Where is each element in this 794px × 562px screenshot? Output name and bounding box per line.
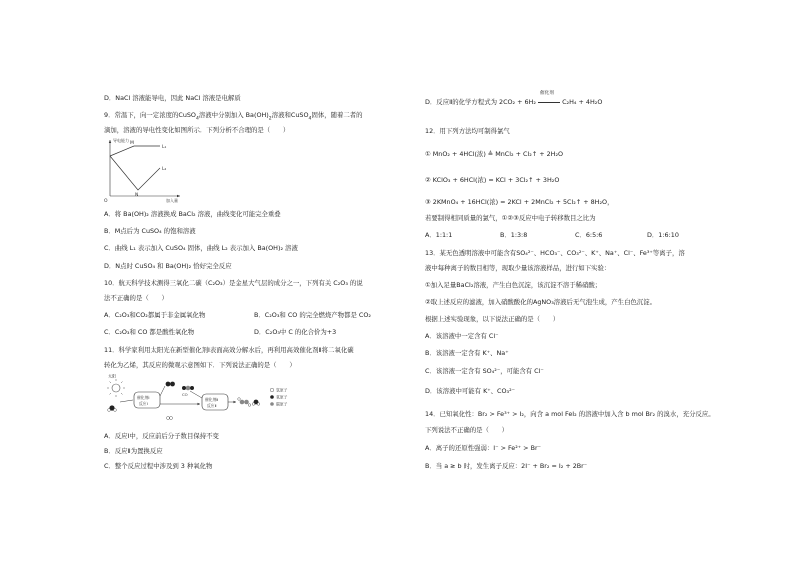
y-axis-label: 导电能力 [113, 138, 129, 143]
q9-option-b: B．M点后为 CuSO₄ 的饱和溶液 [104, 227, 196, 235]
q8-option-d: D．NaCl 溶液能导电，因此 NaCl 溶液是电解质 [104, 94, 241, 102]
y-axis-arrow [109, 140, 111, 143]
h-atom [108, 409, 111, 412]
q12-question: 若要制得相同质量的氯气，①②③反应中电子转移数目之比为 [425, 214, 596, 222]
curve-l2 [110, 156, 160, 190]
q11-option-a: A．反应Ⅰ中，反应前后分子数目保持不变 [104, 432, 219, 440]
arrow-line [538, 102, 560, 103]
legend-c-label: 碳原子 [276, 401, 288, 407]
q12-reaction-3: ③ 2KMnO₄ + 16HCl(浓) = 2KCl + 2MnCl₂ + 5Cl₂↑ + 8H₂O， [425, 198, 614, 206]
arrow-o2 [160, 386, 165, 396]
legend-o-label: 氧原子 [276, 394, 288, 400]
q10-option-c: C．C₂O₃和 CO 都是酸性氧化物 [104, 328, 195, 336]
sub4: 4 [195, 116, 199, 122]
reaction-1-label: 反应Ⅰ [139, 401, 148, 406]
q10-option-d: D．C₂O₃中 C 的化合价为+3 [254, 328, 337, 336]
legend-h-icon [270, 388, 274, 392]
co2-molecule-icon [186, 386, 191, 391]
catalyst-1-label: 催化剂Ⅰ [137, 395, 150, 400]
arrow-in-1 [120, 400, 133, 402]
catalyst-2-label: 催化剂Ⅱ [205, 397, 219, 402]
q14-stem-line1: 14．已知氧化性：Br₂ > Fe³⁺ > I₂，向含 a mol FeI₂ 的溶液中加入含 b mol Br₂ 的溴水，充分反应。 [425, 410, 715, 418]
arrowhead [198, 403, 201, 405]
q9-text-d: 固体，随着二者的 [311, 111, 363, 119]
point-m-label: M [130, 141, 134, 146]
legend-c-icon [270, 402, 274, 406]
catalyst-label: 催化剂 [540, 91, 554, 96]
q13-stem-line2: 液中每种离子的数目相等，现取少量该溶液样品，进行如下实验： [425, 264, 611, 272]
q12-option-d: D．1:6:10 [647, 231, 679, 239]
o-atom [182, 386, 186, 390]
sun-icon [112, 384, 120, 392]
h-atom [248, 404, 251, 407]
h-atom [114, 409, 117, 412]
q10-option-a: A．C₂O₃和CO₂都属于非金属氧化物 [104, 311, 206, 319]
q9-option-c: C．曲线 L₁ 表示加入 CuSO₄ 固体，曲线 L₂ 表示加入 Ba(OH)₂ 溶液 [104, 244, 298, 252]
conductivity-graph [104, 138, 184, 204]
q11d-reactants: D．反应Ⅱ的化学方程式为 2CO₂ + 6H₂ [425, 98, 536, 106]
legend-o-icon [270, 395, 274, 399]
q9-text-c: 溶液和CuSO [271, 111, 309, 119]
l2-label: L₂ [162, 167, 167, 172]
q12-option-c: C．6:5:6 [575, 231, 603, 239]
q9-stem-line1 [104, 111, 363, 122]
o-atom [170, 382, 175, 387]
h2-molecule-icon [167, 417, 170, 420]
arrowhead [234, 401, 237, 403]
q13-stem-line1: 13．某无色透明溶液中可能含有SO₄²⁻、HCO₃⁻、CO₃²⁻、K⁺、Na⁺、Cl⁻、Fe³⁺等离子，溶 [425, 249, 685, 257]
q14-option-b: B．当 a ≥ b 时，发生离子反应：2I⁻ + Br₂ = I₂ + 2Br⁻ [425, 462, 588, 470]
q12-option-b: B．1:3:8 [500, 231, 528, 239]
q13-option-a: A．该溶液中一定含有 Cl⁻ [425, 332, 499, 340]
q10-stem-line1: 10．航天科学技术测得三氧化二碳（C₂O₃）是金星大气层的成分之一，下列有关 C₂O₃ 的说 [104, 279, 363, 287]
q9-text-b: 溶液中分别加入 Ba(OH) [198, 111, 269, 119]
q9-text-a: 9．常温下，向一定浓度的CuSO [104, 111, 196, 119]
legend-h-label: 氢原子 [276, 387, 288, 393]
h-atom [238, 398, 241, 401]
catalyst-arrow [538, 91, 560, 106]
q10-option-b: B．C₂O₃和 CO 的完全燃烧产物都是 CO₂ [254, 311, 371, 319]
sun-label: 太阳 [108, 374, 116, 379]
reaction-diagram [104, 374, 314, 426]
curve-l1 [110, 146, 160, 156]
q11d-products: C₂H₄ + 4H₂O [562, 98, 603, 106]
x-axis-arrow [177, 195, 180, 197]
q9-stem-line2: 滴加，溶液的导电性变化如图所示．下列分析不合理的是（ ） [104, 126, 290, 134]
h-atom [257, 403, 260, 406]
q14-stem-line2: 下列说法不正确的是（ ） [425, 426, 509, 434]
arrow-co2 [190, 391, 202, 398]
o2-molecule-icon [166, 382, 171, 387]
q12-option-a: A．1:1:1 [425, 231, 453, 239]
h-atom [252, 403, 255, 406]
q9-option-d: D．N点时 CuSO₄ 和 Ba(OH)₂ 恰好完全反应 [104, 262, 232, 270]
q11-stem-line2: 转化为乙烯，其反应的微观示意图如下．下列说法正确的是（ ） [104, 361, 296, 369]
q13-step-1: ①加入足量BaCl₂溶液，产生白色沉淀，该沉淀不溶于稀硝酸； [425, 281, 602, 289]
sub2: 2 [268, 116, 272, 122]
q11-option-d [425, 91, 603, 106]
q13-step-2: ②取上述反应的滤液，加入硝酸酸化的AgNO₃溶液后无气泡生成，产生白色沉淀。 [425, 298, 657, 306]
reaction-2-label: 反应Ⅱ [207, 403, 217, 408]
sun-rays [107, 379, 125, 397]
origin-label: O [104, 199, 108, 204]
q12-reaction-1: ① MnO₂ + 4HCl(浓) ≜ MnCl₂ + Cl₂↑ + 2H₂O [425, 150, 564, 158]
l1-label: L₁ [162, 145, 167, 150]
q12-reaction-2: ② KClO₃ + 6HCl(浓) = KCl + 3Cl₂↑ + 3H₂O [425, 176, 560, 184]
c-atom [244, 400, 249, 405]
q14-option-a: A．离子的还原性强弱：I⁻ > Fe²⁺ > Br⁻ [425, 444, 541, 452]
q11-option-b: B．反应Ⅱ为置换反应 [104, 447, 163, 455]
point-n-label: N [135, 193, 139, 198]
o-atom [190, 386, 194, 390]
q10-stem-line2: 法不正确的是（ ） [104, 294, 168, 302]
h-atom [170, 417, 173, 420]
co-label: CO [182, 392, 188, 397]
q12-stem: 12．用下列方法均可制得氯气 [425, 127, 510, 135]
q13-option-b: B．该溶液一定含有 K⁺、Na⁺ [425, 349, 509, 357]
x-axis-label: 加入量 [166, 198, 178, 203]
q11-stem-line1: 11．科学家利用太阳光在新型催化剂Ⅰ表面高效分解水后，再利用高效催化剂Ⅱ将二氧化碳 [104, 346, 354, 354]
sub4b: 4 [308, 116, 312, 122]
q11-option-c: C．整个反应过程中涉及到 3 种氧化物 [104, 462, 213, 470]
q9-option-a: A．将 Ba(OH)₂ 溶液换成 BaCl₂ 溶液，曲线变化可能完全重叠 [104, 210, 281, 218]
q13-option-c: C．该溶液一定含有 SO₄²⁻，可能含有 Cl⁻ [425, 367, 544, 375]
ethylene-molecule-icon [240, 400, 245, 405]
q13-option-d: D．该溶液中可能有 K⁺、CO₃²⁻ [425, 387, 516, 395]
q13-question: 根据上述实验现象，以下说法正确的是（ ） [425, 315, 560, 323]
